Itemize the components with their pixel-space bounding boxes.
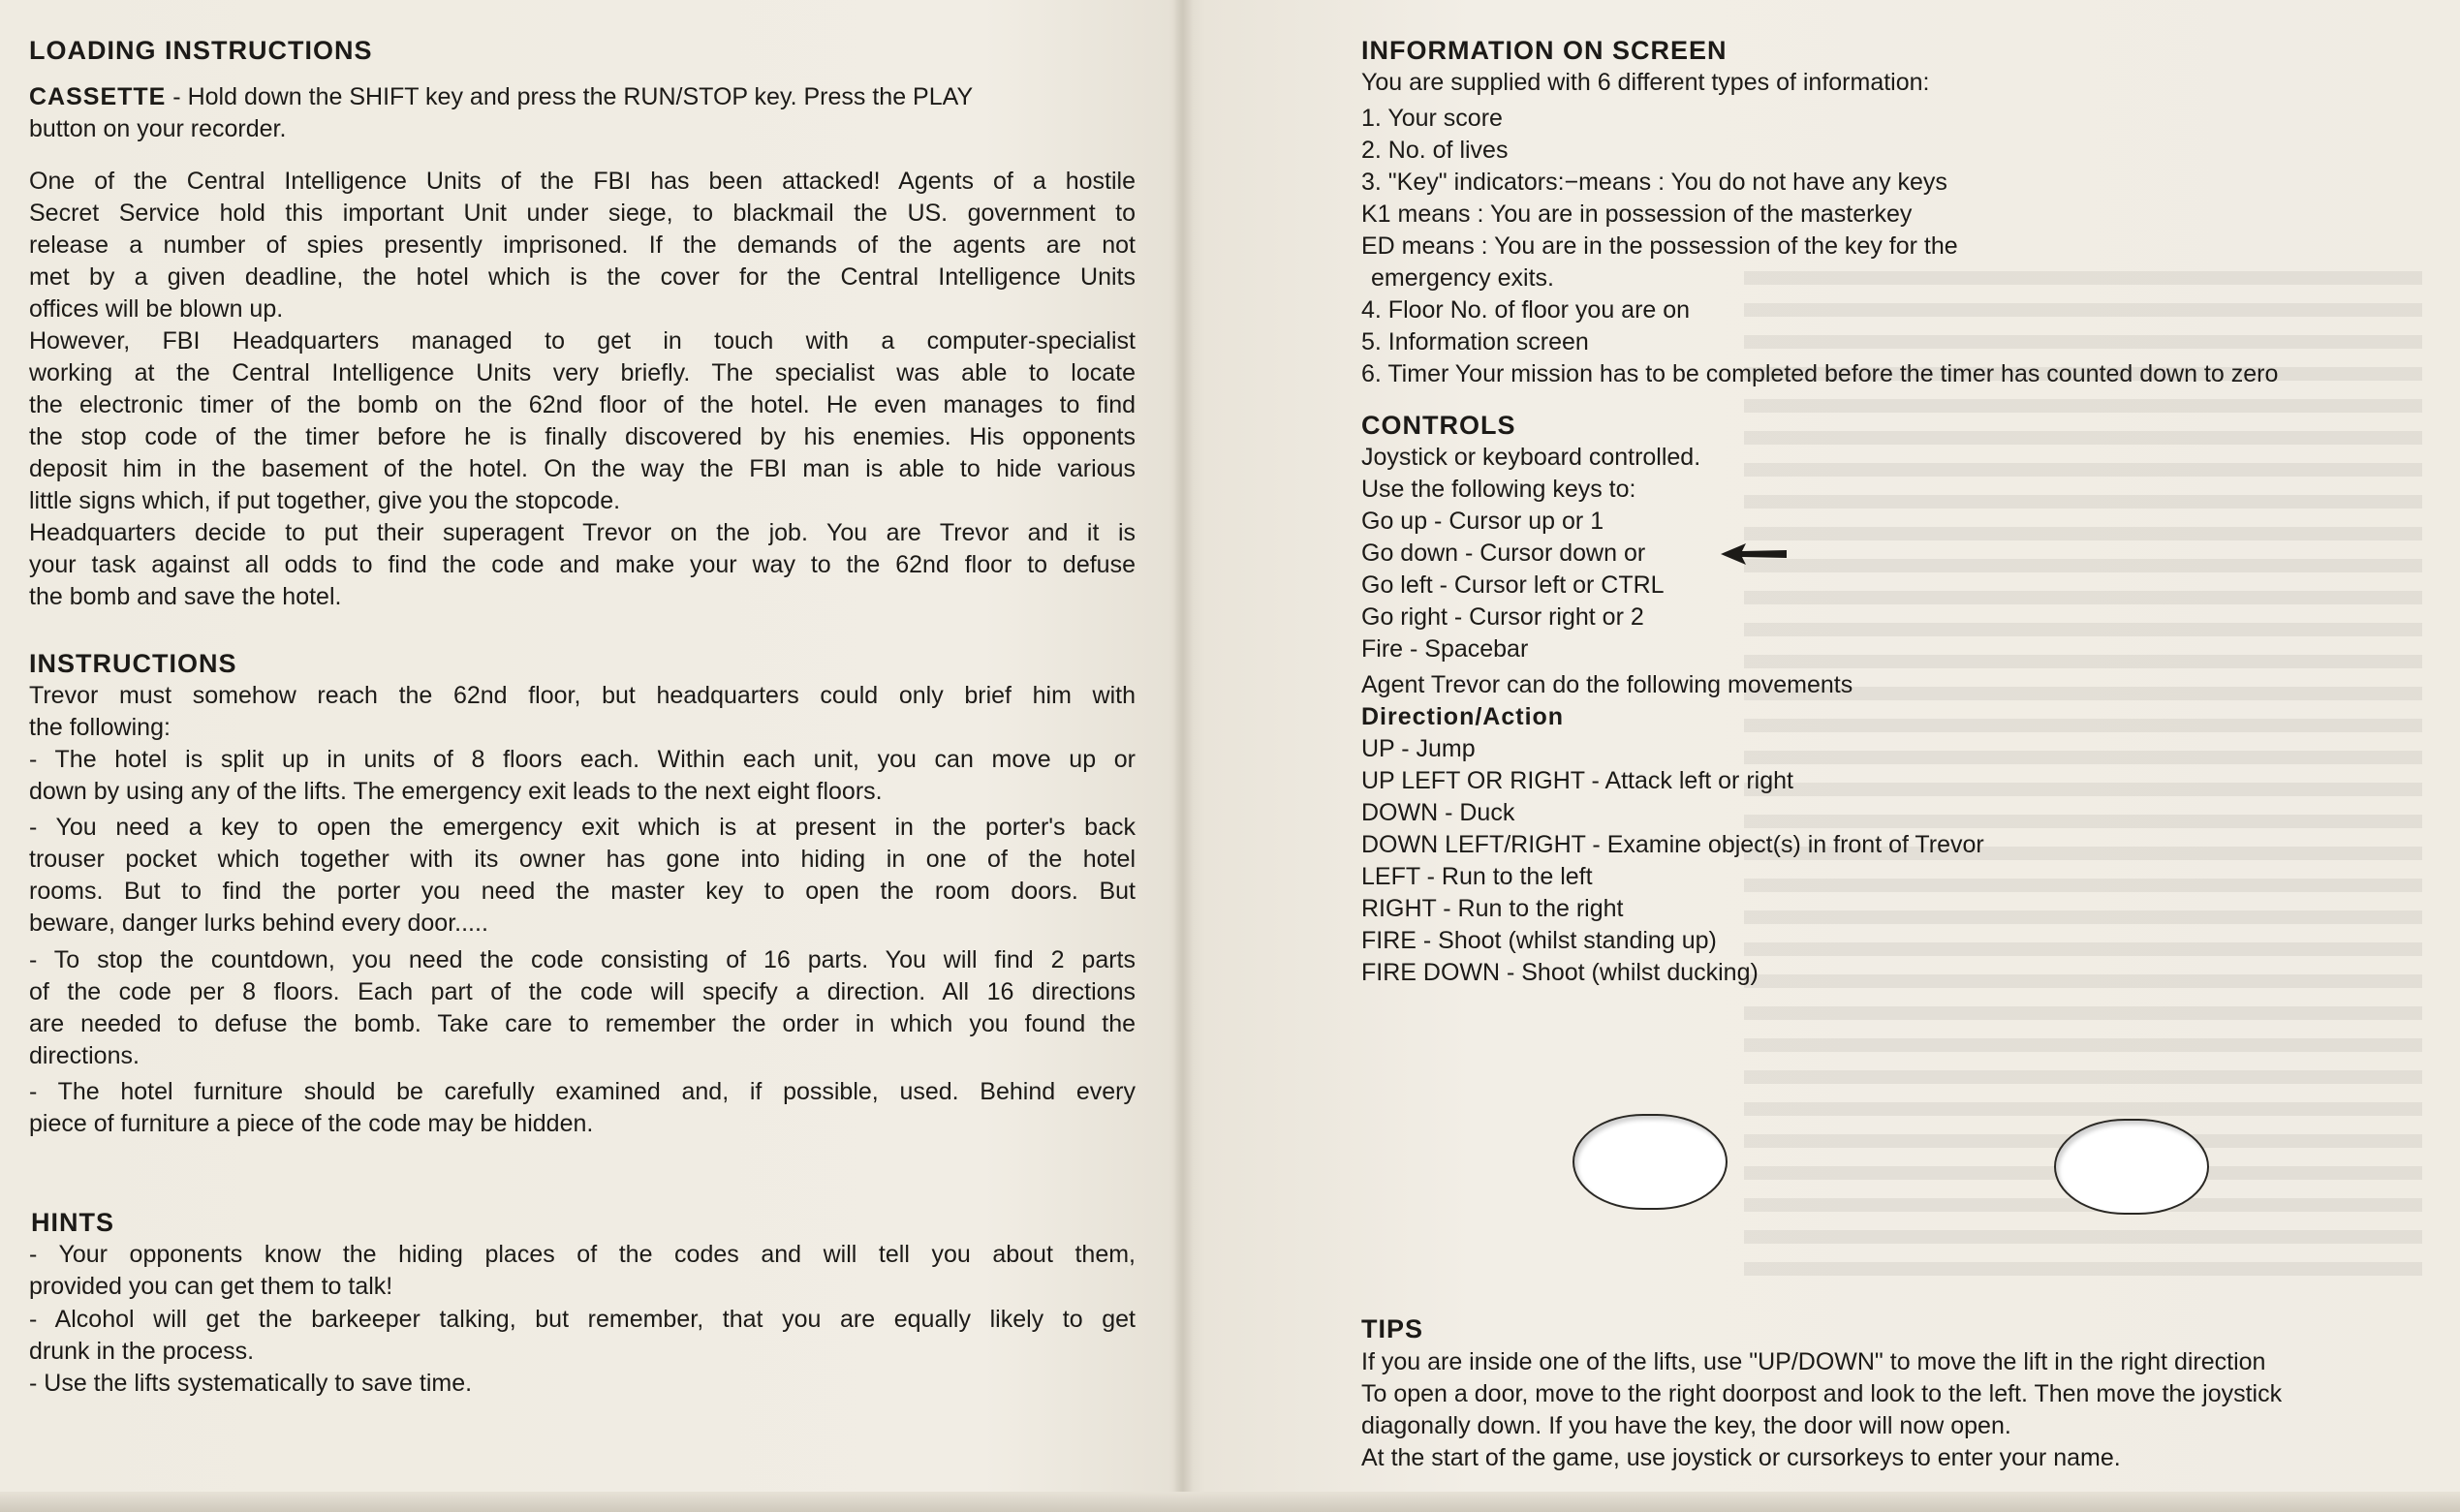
story-line: release a number of spies presently imprisoned. If the demands of the agents are not (29, 231, 1136, 259)
hints-line: drunk in the process. (29, 1338, 255, 1365)
story-line: One of the Central Intelligence Units of the FBI has been attacked! Agents of a hostile (29, 168, 1136, 195)
controls-line: Joystick or keyboard controlled. (1361, 444, 1701, 471)
controls-line: Go right - Cursor right or 2 (1361, 603, 1644, 631)
story-line: the electronic timer of the bomb on the 62nd floor of the hotel. He even manages to find (29, 391, 1136, 418)
instructions-line: Trevor must somehow reach the 62nd floor, but headquarters could only brief him with (29, 682, 1136, 709)
hints-line: - Your opponents know the hiding places of the codes and will tell you about them, (29, 1241, 1136, 1268)
loading-heading: LOADING INSTRUCTIONS (29, 36, 373, 65)
tips-heading: TIPS (1361, 1314, 1424, 1343)
story-line: the stop code of the timer before he is finally discovered by his enemies. His opponents (29, 423, 1136, 450)
story-line: deposit him in the basement of the hotel. On the way the FBI man is able to hide various (29, 455, 1136, 482)
info-line: You are supplied with 6 different types of information: (1361, 69, 1930, 96)
info-line: 4. Floor No. of floor you are on (1361, 296, 1691, 324)
left-arrow-icon (1721, 542, 1789, 566)
movement-line: UP LEFT OR RIGHT - Attack left or right (1361, 767, 1793, 794)
instructions-line: down by using any of the lifts. The emergency exit leads to the next eight floors. (29, 778, 883, 805)
info-line: 2. No. of lives (1361, 137, 1509, 164)
hints-line: provided you can get them to talk! (29, 1273, 393, 1300)
story-line: However, FBI Headquarters managed to get in touch with a computer-specialist (29, 327, 1136, 355)
movement-line: FIRE DOWN - Shoot (whilst ducking) (1361, 959, 1759, 986)
instructions-line: of the code per 8 floors. Each part of the code will specify a direction. All 16 directions (29, 978, 1136, 1005)
hints-line: - Alcohol will get the barkeeper talking, but remember, that you are equally likely to get (29, 1306, 1136, 1333)
info-line: 1. Your score (1361, 105, 1503, 132)
info-line: ED means : You are in the possession of the key for the (1361, 232, 1958, 260)
punch-hole (2054, 1119, 2209, 1215)
cassette-text: - Hold down the SHIFT key and press the RUN/STOP key. Press the PLAY (166, 83, 974, 110)
instructions-line: beware, danger lurks behind every door..... (29, 910, 488, 937)
hints-line: - Use the lifts systematically to save time. (29, 1370, 473, 1397)
info-line: emergency exits. (1371, 264, 1554, 292)
cassette-label: CASSETTE (29, 83, 167, 110)
instructions-line: the following: (29, 714, 171, 741)
hints-heading: HINTS (31, 1208, 114, 1237)
info-heading: INFORMATION ON SCREEN (1361, 36, 1728, 65)
instructions-line: directions. (29, 1042, 140, 1069)
instructions-line: - The hotel is split up in units of 8 floors each. Within each unit, you can move up or (29, 746, 1136, 773)
instructions-line: - The hotel furniture should be carefully examined and, if possible, used. Behind every (29, 1078, 1136, 1105)
punch-hole (1573, 1114, 1728, 1210)
cassette-line (29, 81, 973, 113)
controls-line: Go up - Cursor up or 1 (1361, 508, 1604, 535)
direction-heading: Direction/Action (1361, 703, 1565, 730)
info-line: 5. Information screen (1361, 328, 1589, 355)
movement-line: FIRE - Shoot (whilst standing up) (1361, 927, 1717, 954)
movements-intro: Agent Trevor can do the following movements (1361, 671, 1853, 698)
tips-line: At the start of the game, use joystick or cursorkeys to enter your name. (1361, 1444, 2121, 1471)
info-line: K1 means : You are in possession of the masterkey (1361, 201, 1913, 228)
tips-line: If you are inside one of the lifts, use "UP/DOWN" to move the lift in the right direction (1361, 1348, 2266, 1375)
controls-line: Go left - Cursor left or CTRL (1361, 571, 1665, 599)
movement-line: RIGHT - Run to the right (1361, 895, 1624, 922)
story-line: Headquarters decide to put their superagent Trevor on the job. You are Trevor and it is (29, 519, 1136, 546)
movement-line: LEFT - Run to the left (1361, 863, 1593, 890)
page-bottom-edge (0, 1492, 2460, 1512)
cassette-text-cont: button on your recorder. (29, 115, 287, 142)
story-line: little signs which, if put together, give you the stopcode. (29, 487, 621, 514)
tips-line: To open a door, move to the right doorpost and look to the left. Then move the joystick (1361, 1380, 2283, 1407)
story-line: working at the Central Intelligence Units very briefly. The specialist was able to locate (29, 359, 1136, 386)
instructions-line: rooms. But to find the porter you need the master key to open the room doors. But (29, 878, 1136, 905)
story-line: your task against all odds to find the code and make your way to the 62nd floor to defuse (29, 551, 1136, 578)
movement-line: DOWN LEFT/RIGHT - Examine object(s) in front of Trevor (1361, 831, 1984, 858)
right-page (1177, 0, 2460, 1512)
instructions-line: piece of furniture a piece of the code may be hidden. (29, 1110, 594, 1137)
info-line: 3. "Key" indicators:−means : You do not have any keys (1361, 169, 1947, 196)
instructions-line: - To stop the countdown, you need the code consisting of 16 parts. You will find 2 parts (29, 946, 1136, 973)
controls-line: Go down - Cursor down or (1361, 540, 1646, 567)
info-line: 6. Timer Your mission has to be completed before the timer has counted down to zero (1361, 360, 2279, 387)
instructions-line: - You need a key to open the emergency exit which is at present in the porter's back (29, 814, 1136, 841)
instructions-line: are needed to defuse the bomb. Take care to remember the order in which you found the (29, 1010, 1136, 1037)
tips-line: diagonally down. If you have the key, the door will now open. (1361, 1412, 2011, 1439)
controls-line: Fire - Spacebar (1361, 635, 1529, 663)
movement-line: DOWN - Duck (1361, 799, 1515, 826)
controls-line: Use the following keys to: (1361, 476, 1636, 503)
left-page (0, 0, 1177, 1512)
instructions-heading: INSTRUCTIONS (29, 649, 237, 678)
story-line: the bomb and save the hotel. (29, 583, 342, 610)
story-line: Secret Service hold this important Unit under siege, to blackmail the US. government to (29, 200, 1136, 227)
movement-line: UP - Jump (1361, 735, 1476, 762)
story-line: offices will be blown up. (29, 295, 284, 323)
story-line: met by a given deadline, the hotel which is the cover for the Central Intelligence Units (29, 263, 1136, 291)
controls-heading: CONTROLS (1361, 411, 1516, 440)
instructions-line: trouser pocket which together with its owner has gone into hiding in one of the hotel (29, 846, 1136, 873)
